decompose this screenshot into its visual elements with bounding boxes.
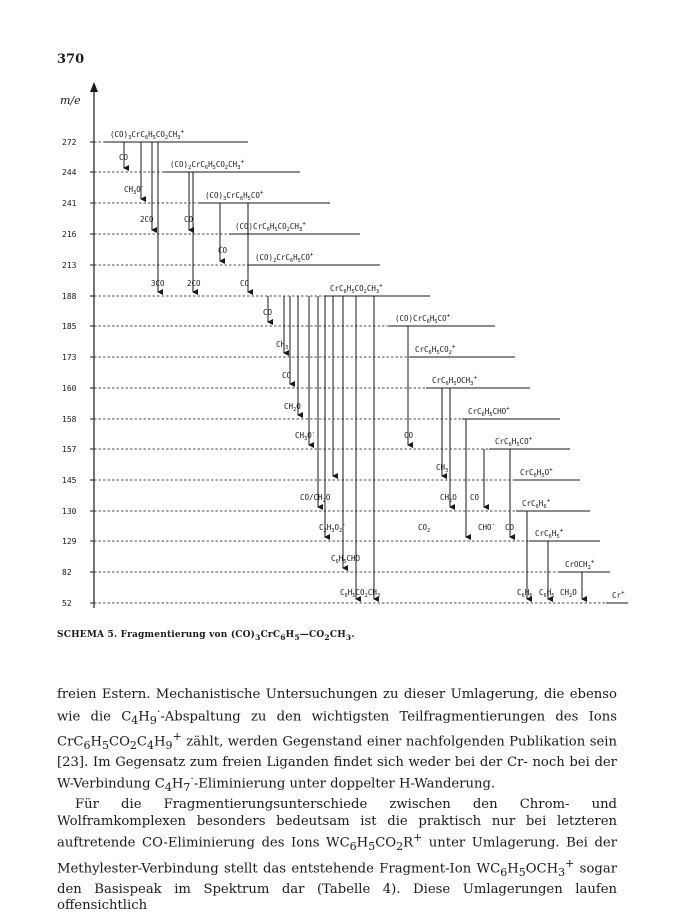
level-value: 216 [62,230,77,239]
neutral-loss-label: $CH_2O$ [560,588,577,600]
level-value: 145 [62,476,77,485]
caption-label: SCHEMA 5. [57,630,118,640]
ion-label: $CrC_6H_5CO_2^+$ [415,343,456,357]
level-value: 157 [62,445,77,454]
level-value: 244 [62,168,77,177]
page-number: 370 [57,52,85,67]
neutral-loss-label: 2CO [187,279,201,288]
body-text [57,687,617,915]
neutral-loss-label: CO [218,246,228,255]
level-value: 173 [62,353,77,362]
ion-label: $(CO)CrC_6H_5CO^+$ [395,312,451,326]
neutral-loss-label: $CH_3O^\cdot$ [124,183,145,197]
ion-label: $CrC_6H_5CO^+$ [495,435,533,449]
neutral-loss-label: $C_6H_5CHO$ [331,554,361,566]
neutral-loss-label: CO [119,153,129,162]
neutral-loss-label: CO [282,371,292,380]
neutral-loss-label: 2CO [140,215,154,224]
neutral-loss-label: CO [404,431,414,440]
neutral-loss-label: $CH_2O$ [440,493,457,505]
ion-label: Cr+ [612,589,625,600]
level-value: 213 [62,261,77,270]
level-value: 52 [62,599,72,608]
ion-label: CrOCH$_2$+ [565,558,595,572]
level-value: 188 [62,292,77,301]
ion-label: $CrC_6H_5O^+$ [520,466,553,480]
neutral-loss-label: CO [263,308,273,317]
neutral-loss-label: $C_6H_5$ [539,588,555,600]
level-value: 241 [62,199,77,208]
neutral-loss-label: $CH_3^\cdot$ [436,461,452,475]
neutral-loss-label: $C_2H_3O_2^\cdot$ [319,521,346,535]
neutral-loss-label: $CO/CH_2O$ [300,493,331,505]
ion-label: $(CO)_3CrC_6H_5CO_2CH_3^+$ [110,128,185,142]
neutral-loss-label: $C_6H_6$ [517,588,533,600]
ion-label: $CrC_6H_5OCH_3^+$ [432,374,477,388]
neutral-loss-label: $CH_3^\cdot$ [276,338,292,352]
neutral-loss-label: $CH_2O$ [284,402,301,414]
level-value: 160 [62,384,77,393]
neutral-loss-label: $CO_2$ [418,523,431,535]
level-value: 185 [62,322,77,331]
neutral-loss-label: CHO· [478,521,496,532]
ion-label: $CrC_6H_5CHO^+$ [468,405,510,419]
neutral-loss-label: CO [470,493,480,502]
neutral-loss-label: $CH_3O^\cdot$ [295,429,316,443]
level-value: 272 [62,138,77,147]
level-value: 158 [62,415,77,424]
level-value: 130 [62,507,77,516]
ion-label: $CrC_6H_5CO_2CH_3^+$ [330,282,383,296]
ion-label: $CrC_6H_5^+$ [535,527,564,541]
ion-label: $(CO)CrC_6H_5CO_2CH_3^+$ [235,220,306,234]
level-value: 82 [62,568,72,577]
paragraph-2: Für die Fragmentierungsunterschiede zwischen den Chrom- und Wolframkomplexen besonders bedeutsam ist die praktisch nur bei letzteren auftretende CO-Eliminierung des Ions $WC_6H_5CO_2R^+$ unter Umlagerung. Bei der Methylester-Verbindung stellt das entstehende Fragment-Ion $WC_6H_5OCH_3^+$ sogar den Basispeak im Spektrum dar (Tabelle 4). Diese Umlagerungen laufen offensichtlich [57,797,618,914]
ion-label: $CrC_6H_6^+$ [522,497,551,511]
axis-label: m/e [60,94,81,107]
neutral-loss-label: CO [240,279,250,288]
neutral-loss-label: CO [505,523,515,532]
neutral-loss-label: CO [184,215,194,224]
ion-label: $(CO)_3CrC_6H_5CO^+$ [205,189,264,203]
ion-label: $(CO)_2CrC_6H_5CO_2CH_3^+$ [170,158,245,172]
caption-text: Fragmentierung von $(CO)_3CrC_6H_5—CO_2CH_3$. [120,630,355,642]
neutral-loss-label: 3CO [151,279,165,288]
level-value: 129 [62,537,77,546]
neutral-loss-label: $C_6H_5CO_2CH_3$ [340,588,381,600]
scheme-caption [57,630,355,642]
paragraph-1: freien Estern. Mechanistische Untersuchungen zu dieser Umlagerung, die ebenso wie die $C_4H_9^\cdot$-Abspaltung zu den wichtigsten Teilfragmentierungen des Ions $CrC_6H_5CO_2C_4H_9^+$ zählt, werden Gegenstand einer nachfolgenden Publikation sein [23]. Im Gegensatz zum freien Liganden findet sich weder bei der Cr- noch bei der W-Verbindung $C_4H_7^\cdot$-Eliminierung unter doppelter H-Wanderung. [57,687,617,795]
ion-label: $(CO)_2CrC_6H_5CO^+$ [255,251,314,265]
